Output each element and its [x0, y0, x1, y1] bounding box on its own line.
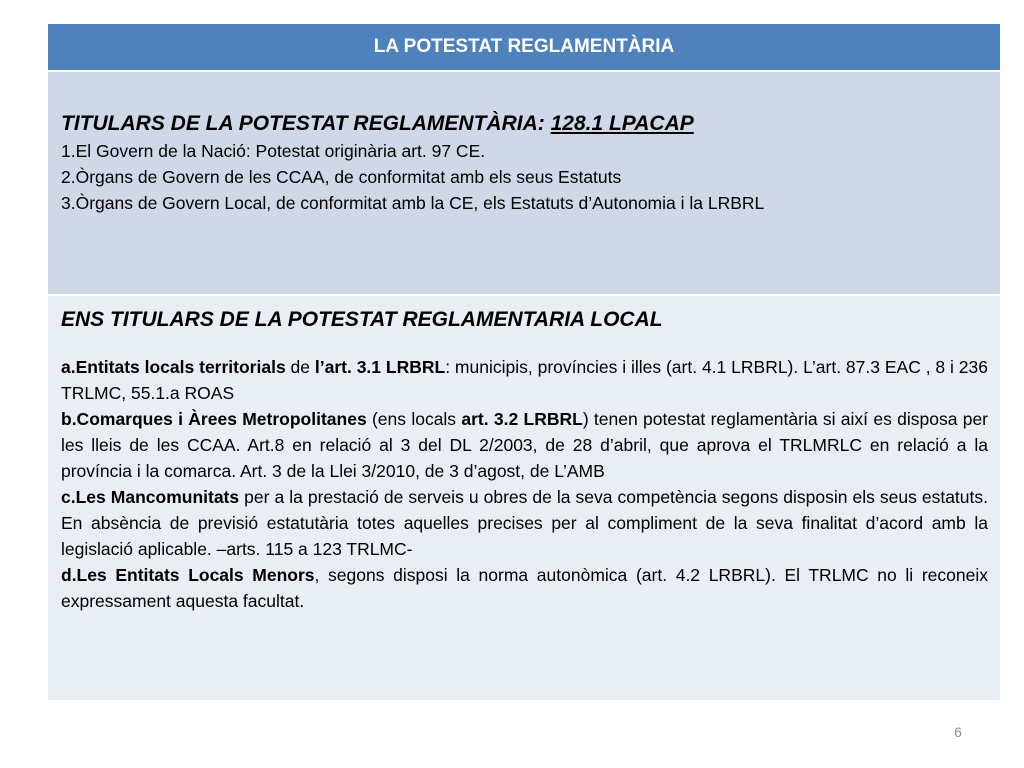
paragraph-c: [61, 484, 988, 562]
bold-text: art. 3.2 LRBRL: [461, 409, 583, 429]
section-title: ENS TITULARS DE LA POTESTAT REGLAMENTARIA LOCAL: [61, 308, 663, 331]
paragraph-d: [61, 562, 988, 614]
section-ens-titulars: [48, 296, 1000, 700]
text: de: [285, 357, 315, 377]
text: ) tenen potestat reglamentària si així es disposa per les lleis de les CCAA. Art.8 en relació al 3 del DL 2/2003, de 28 d’abril, que aprova el TRLMRLC en relació a la província i la comarca. Art. 3 de la Llei 3/2010, de 3 d’agost, de L’AMB: [61, 409, 989, 481]
bold-text: l’art. 3.1 LRBRL: [314, 357, 446, 377]
paragraph-b: [61, 406, 988, 484]
bold-text: c.Les Mancomunitats: [61, 487, 240, 507]
page-number: 6: [954, 724, 962, 740]
text: : municipis, províncies i illes (art. 4.1 LRBRL). L’art. 87.3 EAC , 8 i 236 TRLMC, 55.1.a ROAS: [61, 357, 988, 403]
text: (ens locals: [366, 409, 462, 429]
table-header: LA POTESTAT REGLAMENTÀRIA: [48, 24, 1000, 72]
text: , segons disposi la norma autonòmica (art. 4.2 LRBRL). El TRLMC no li reconeix expressament aquesta facultat.: [61, 565, 988, 611]
section-title: [61, 110, 988, 138]
section-title-reference: 128.1 LPACAP: [550, 112, 694, 135]
bold-text: a.Entitats locals territorials: [61, 357, 286, 377]
text: per a la prestació de serveis u obres de la seva competència segons disposin els seus estatuts. En absència de previsió estatutària totes aquelles precises per al compliment de la seva finalitat d’acord amb la legislació aplicable. –arts. 115 a 123 TRLMC-: [61, 487, 988, 559]
section-titulars: [48, 72, 1000, 296]
section-title-text: TITULARS DE LA POTESTAT REGLAMENTÀRIA:: [61, 112, 551, 135]
content-table: [48, 24, 1000, 700]
list-item: 3.Òrgans de Govern Local, de conformitat amb la CE, els Estatuts d’Autonomia i la LRBRL: [61, 193, 765, 213]
list-item: 1.El Govern de la Nació: Potestat originària art. 97 CE.: [61, 141, 486, 161]
bold-text: d.Les Entitats Locals Menors: [61, 565, 315, 585]
list-item: 2.Òrgans de Govern de les CCAA, de conformitat amb els seus Estatuts: [61, 167, 622, 187]
bold-text: b.Comarques i Àrees Metropolitanes: [61, 409, 367, 429]
paragraph-a: [61, 354, 988, 406]
